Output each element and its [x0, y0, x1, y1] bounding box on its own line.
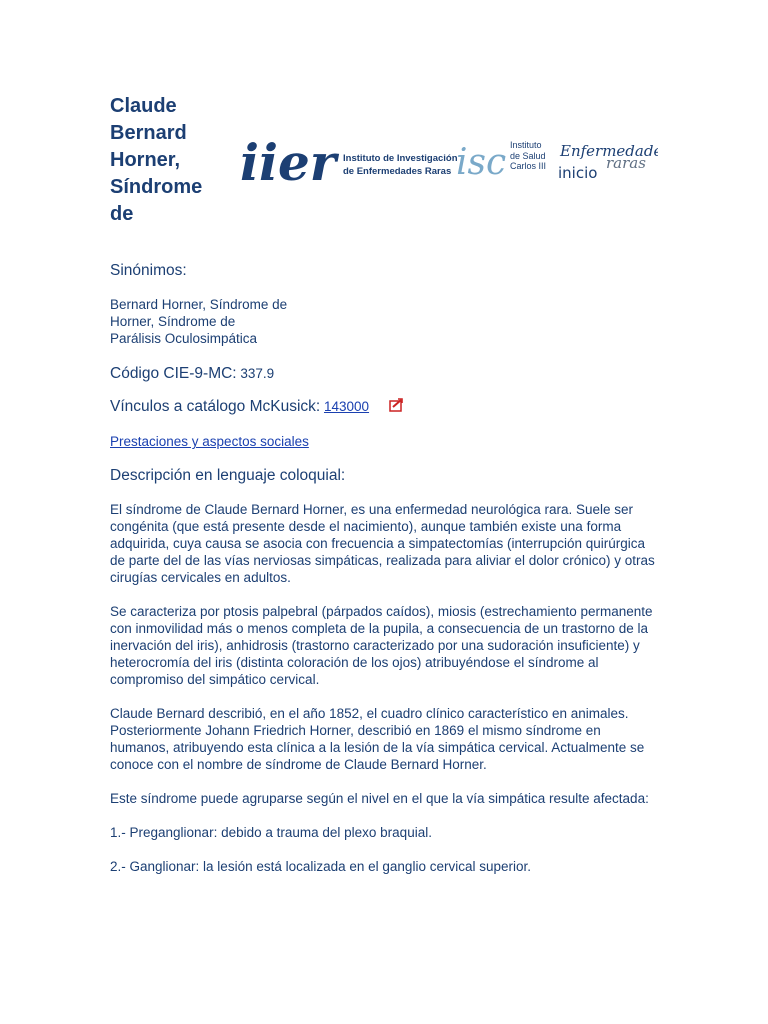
iier-logo-mark: iier [240, 133, 337, 188]
vinculos-label: Vínculos a catálogo McKusick: [110, 398, 321, 415]
sinonimos-heading: Sinónimos: [110, 262, 187, 279]
sinonimo-item: Bernard Horner, Síndrome de [110, 297, 288, 312]
sinonimo-item: Horner, Síndrome de [110, 314, 236, 329]
title-line: Bernard [110, 122, 187, 144]
main-content [110, 262, 655, 875]
ier-line2: de Enfermedades Raras [343, 166, 452, 177]
paragraph: Se caracteriza por ptosis palpebral (párpados caídos), miosis (estrechamiento permanente con inmovilidad más o menos completa de la pupila, a consecuencia de un trastorno de la inervación del iris), anhidrosis (trastorno caracterizado por una sudoración insuficiente) y heterocromía del iris (distinta coloración de los ojos) atribuyéndose el síndrome al compromiso del simpático cervical. [110, 604, 653, 688]
mckusick-link[interactable]: 143000 [323, 399, 370, 414]
codigo-label: Código CIE-9-MC: [110, 365, 237, 382]
paragraph: 1.- Preganglionar: debido a trauma del plexo braquial. [110, 825, 432, 841]
isciii-logo-icon [456, 136, 508, 186]
sinonimo-item: Parálisis Oculosimpática [110, 331, 258, 346]
isc-line1: Instituto [510, 140, 542, 150]
title-line: Síndrome [110, 176, 203, 198]
title-line: Claude [110, 95, 177, 117]
paragraph: Este síndrome puede agruparse según el nivel en el que la vía simpática resulte afectada: [110, 791, 649, 807]
paragraph: 2.- Ganglionar: la lesión está localizada en el ganglio cervical superior. [110, 859, 531, 875]
vinculos-row [110, 398, 655, 416]
enf-line1: Enfermedad [560, 142, 654, 160]
ier-line1: Instituto de Investigación [343, 153, 458, 164]
external-link-icon[interactable] [389, 398, 404, 416]
title-line: de [110, 203, 134, 225]
logo-banner [238, 130, 678, 190]
isc-line3: Carlos III [510, 161, 547, 171]
enf-line2: raras [606, 154, 646, 172]
descripcion-heading: Descripción en lenguaje coloquial: [110, 467, 346, 485]
enfermedades-raras-logo-icon [558, 134, 658, 184]
isc-line2: de Salud [510, 150, 546, 161]
codigo-row [110, 365, 655, 382]
paragraph: Claude Bernard describió, en el año 1852, el cuadro clínico característico en animales. Posteriormente Johann Friedrich Horner, describió en 1869 el mismo síndrome en humanos, atribuyendo esta clínica a la lesión de la vía simpática cervical. Actualmente se conoce con el nombre de síndrome de Claude Bernard Horner. [110, 706, 645, 773]
iier-logo [238, 130, 468, 190]
codigo-value: 337.9 [240, 366, 275, 381]
title-line: Horner, [110, 149, 181, 171]
enf-inicio: inicio [558, 164, 598, 182]
enfermedades-raras-inicio-link[interactable] [558, 134, 658, 184]
isciii-logo-mark: isc [456, 142, 507, 183]
page-title [110, 93, 230, 228]
isciii-logo [456, 130, 556, 190]
iier-logo-icon [238, 132, 342, 188]
paragraph: El síndrome de Claude Bernard Horner, es una enfermedad neurológica rara. Suele ser congénita (que está presente desde el nacimiento), aunque también existe una forma adquirida, cuya causa se asocia con frecuencia a simpatectomías (interrupción quirúrgica de parte del de las vías nerviosas simpáticas, realizada para aliviar el dolor crónico) y otras cirugías cervicales en adultos. [110, 502, 655, 586]
prestaciones-link[interactable]: Prestaciones y aspectos sociales [110, 434, 309, 450]
